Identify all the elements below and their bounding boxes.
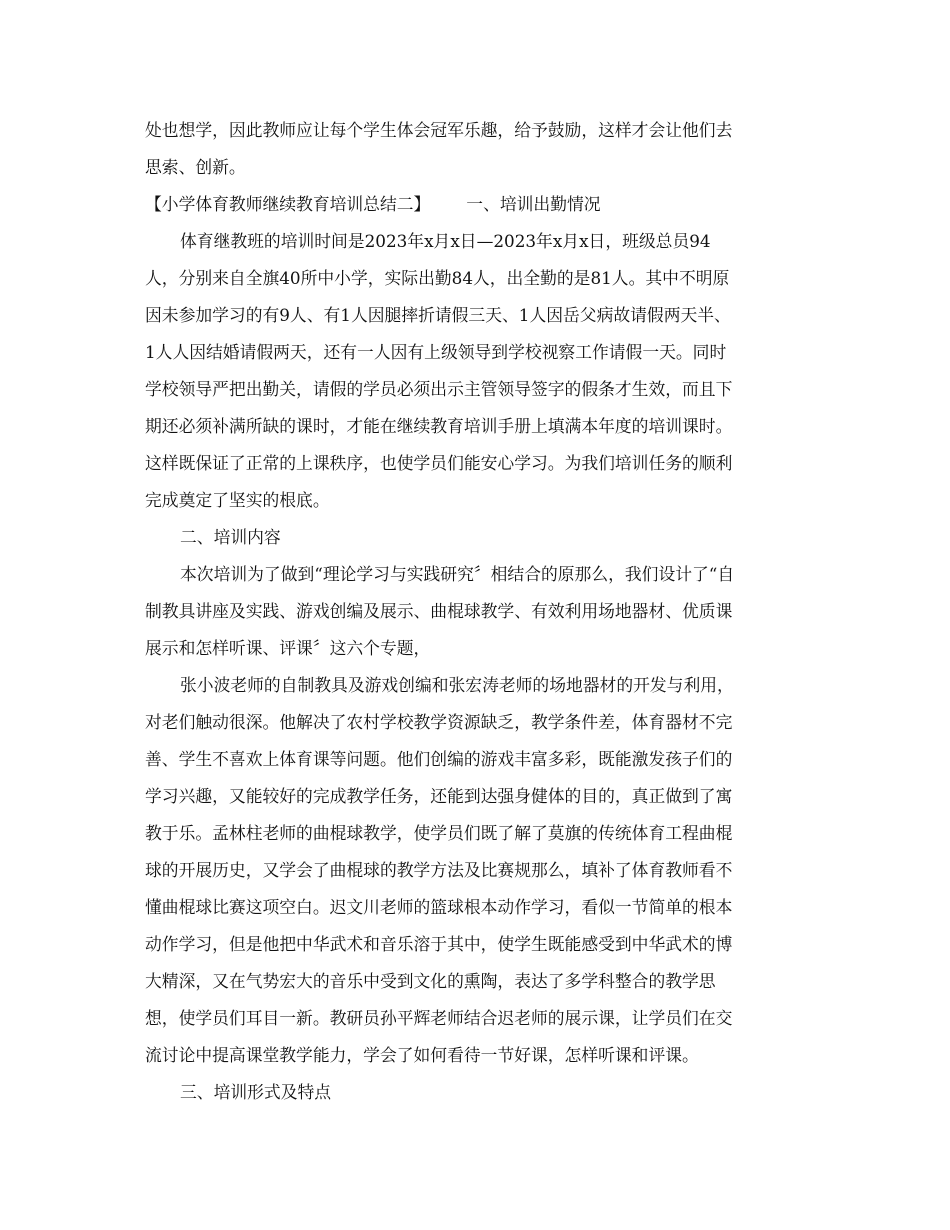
section-title-line xyxy=(145,193,810,215)
body-text-line: 球的开展历史，又学会了曲棍球的教学方法及比赛规那么，填补了体育教师看不 xyxy=(145,860,733,880)
body-text-line: 想，使学员们耳目一新。教研员孙平辉老师结合迟老师的展示课，让学员们在交 xyxy=(145,1008,733,1028)
body-text-line: 期还必须补满所缺的课时，才能在继续教育培训手册上填满本年度的培训课时。 xyxy=(145,416,733,436)
body-text-line: 动作学习，但是他把中华武术和音乐溶于其中，使学生既能感受到中华武术的博 xyxy=(145,934,733,954)
heading-attendance: 一、培训出勤情况 xyxy=(466,194,601,214)
body-text-line: 思索、创新。 xyxy=(145,157,246,177)
body-text-line: 对老们触动很深。他解决了农村学校教学资源缺乏，教学条件差，体育器材不完 xyxy=(145,712,733,732)
body-text-line: 因未参加学习的有9人、有1人因腿摔折请假三天、1人因岳父病故请假两天半、 xyxy=(145,305,731,325)
body-text-line: 本次培训为了做到“理论学习与实践研究〞相结合的原那么，我们设计了“自 xyxy=(180,564,735,584)
body-text-line: 大精深，又在气势宏大的音乐中受到文化的熏陶，表达了多学科整合的教学思 xyxy=(145,971,716,991)
body-text-line: 体育继教班的培训时间是2023年x月x日—2023年x月x日，班级总员94 xyxy=(180,231,711,251)
heading-format: 三、培训形式及特点 xyxy=(180,1082,332,1102)
body-text-line: 制教具讲座及实践、游戏创编及展示、曲棍球教学、有效利用场地器材、优质课 xyxy=(145,601,733,621)
body-text-line: 懂曲棍球比赛这项空白。迟文川老师的篮球根本动作学习，看似一节简单的根本 xyxy=(145,897,733,917)
heading-content: 二、培训内容 xyxy=(180,527,281,547)
body-text-line: 教于乐。孟林柱老师的曲棍球教学，使学员们既了解了莫旗的传统体育工程曲棍 xyxy=(145,823,733,843)
section-title: 【小学体育教师继续教育培训总结二】 xyxy=(145,194,431,214)
body-text-line: 人，分别来自全旗40所中小学，实际出勤84人，出全勤的是81人。其中不明原 xyxy=(145,268,730,288)
body-text-line: 处也想学，因此教师应让每个学生体会冠军乐趣，给予鼓励，这样才会让他们去 xyxy=(145,120,733,140)
body-text-line: 张小波老师的自制教具及游戏创编和张宏涛老师的场地器材的开发与利用， xyxy=(180,675,734,695)
body-text-line: 这样既保证了正常的上课秩序，也使学员们能安心学习。为我们培训任务的顺利 xyxy=(145,453,733,473)
body-text-line: 善、学生不喜欢上体育课等问题。他们创编的游戏丰富多彩，既能激发孩子们的 xyxy=(145,749,733,769)
body-text-line: 完成奠定了坚实的根底。 xyxy=(145,490,330,510)
body-text-line: 流讨论中提高课堂教学能力，学会了如何看待一节好课，怎样听课和评课。 xyxy=(145,1045,699,1065)
body-text-line: 展示和怎样听课、评课〞这六个专题， xyxy=(145,638,431,658)
body-text-line: 学校领导严把出勤关，请假的学员必须出示主管领导签字的假条才生效，而且下 xyxy=(145,379,733,399)
body-text-line: 1人人因结婚请假两天，还有一人因有上级领导到学校视察工作请假一天。同时 xyxy=(145,342,727,362)
body-text-line: 学习兴趣，又能较好的完成教学任务，还能到达强身健体的目的，真正做到了寓 xyxy=(145,786,733,806)
